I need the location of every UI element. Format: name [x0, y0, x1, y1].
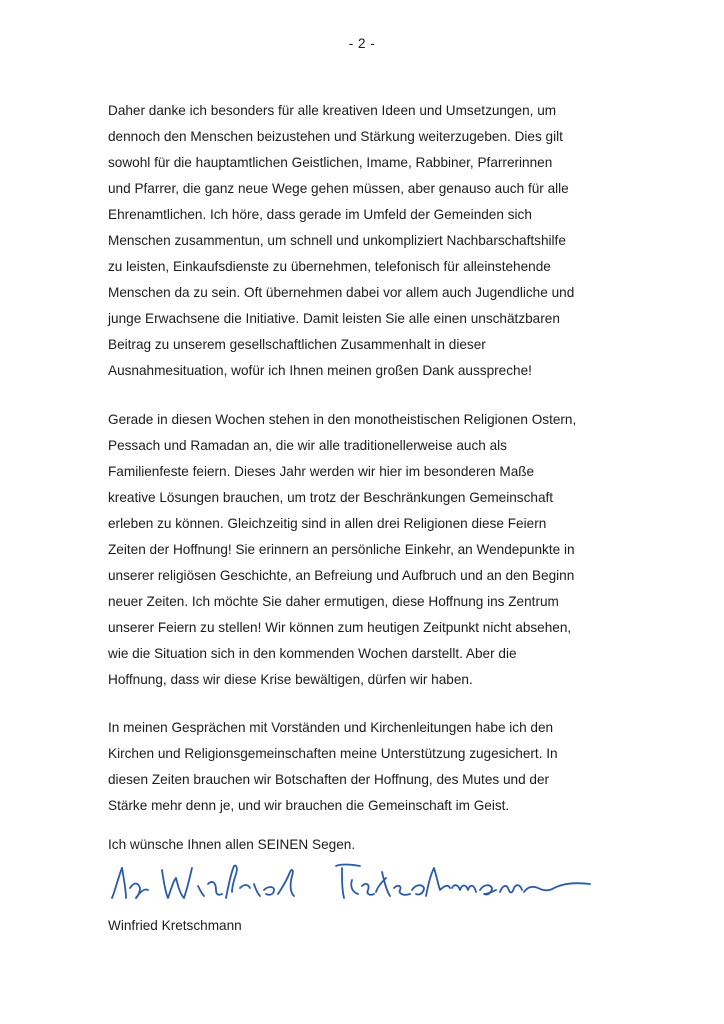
text-line: Hoffnung, dass wir diese Krise bewältigen, dürfen wir haben.: [108, 672, 473, 687]
text-line: dennoch den Menschen beizustehen und Stärkung weiterzugeben. Dies gilt: [108, 129, 563, 144]
signer-name: Winfried Kretschmann: [108, 918, 242, 933]
text-line: unserer Feiern zu stellen! Wir können zum heutigen Zeitpunkt nicht absehen,: [108, 620, 572, 635]
text-line: zu leisten, Einkaufsdienste zu übernehmen, telefonisch für alleinstehende: [108, 259, 551, 274]
text-line: Beitrag zu unserem gesellschaftlichen Zusammenhalt in dieser: [108, 337, 486, 352]
text-line: neuer Zeiten. Ich möchte Sie daher ermutigen, diese Hoffnung ins Zentrum: [108, 594, 559, 609]
text-line: Daher danke ich besonders für alle kreativen Ideen und Umsetzungen, um: [108, 103, 557, 118]
text-line: Kirchen und Religionsgemeinschaften meine Unterstützung zugesichert. In: [108, 746, 558, 761]
text-line: In meinen Gesprächen mit Vorständen und Kirchenleitungen habe ich den: [108, 720, 554, 735]
text-line: Zeiten der Hoffnung! Sie erinnern an persönliche Einkehr, an Wendepunkte in: [108, 542, 575, 557]
text-line: Pessach und Ramadan an, die wir alle traditionellerweise auch als: [108, 438, 507, 453]
text-line: Stärke mehr denn je, und wir brauchen die Gemeinschaft im Geist.: [108, 798, 510, 813]
text-line: junge Erwachsene die Initiative. Damit leisten Sie alle einen unschätzbaren: [108, 311, 560, 326]
text-line: erleben zu können. Gleichzeitig sind in allen drei Religionen diese Feiern: [108, 516, 547, 531]
text-line: Ehrenamtlichen. Ich höre, dass gerade im Umfeld der Gemeinden sich: [108, 207, 532, 222]
text-line: Gerade in diesen Wochen stehen in den monotheistischen Religionen Ostern,: [108, 412, 577, 427]
text-line: unserer religiösen Geschichte, an Befreiung und Aufbruch und an den Beginn: [108, 568, 575, 583]
text-line: sowohl für die hauptamtlichen Geistlichen, Imame, Rabbiner, Pfarrerinnen: [108, 155, 553, 170]
text-line: Ausnahmesituation, wofür ich Ihnen meinen großen Dank ausspreche!: [108, 363, 532, 378]
text-line: kreative Lösungen brauchen, um trotz der Beschränkungen Gemeinschaft: [108, 490, 554, 505]
text-line: diesen Zeiten brauchen wir Botschaften der Hoffnung, des Mutes und der: [108, 772, 550, 787]
text-line: Menschen da zu sein. Oft übernehmen dabei vor allem auch Jugendliche und: [108, 285, 575, 300]
text-line: wie die Situation sich in den kommenden Wochen darstellt. Aber die: [108, 646, 517, 661]
text-line: Familienfeste feiern. Dieses Jahr werden wir hier im besonderen Maße: [108, 464, 535, 479]
handwritten-signature: [104, 858, 604, 906]
page-number: - 2 -: [348, 36, 376, 51]
text-line: und Pfarrer, die ganz neue Wege gehen müssen, aber genauso auch für alle: [108, 181, 569, 196]
closing-line: Ich wünsche Ihnen allen SEINEN Segen.: [108, 837, 356, 852]
text-line: Menschen zusammentun, um schnell und unkompliziert Nachbarschaftshilfe: [108, 233, 566, 248]
